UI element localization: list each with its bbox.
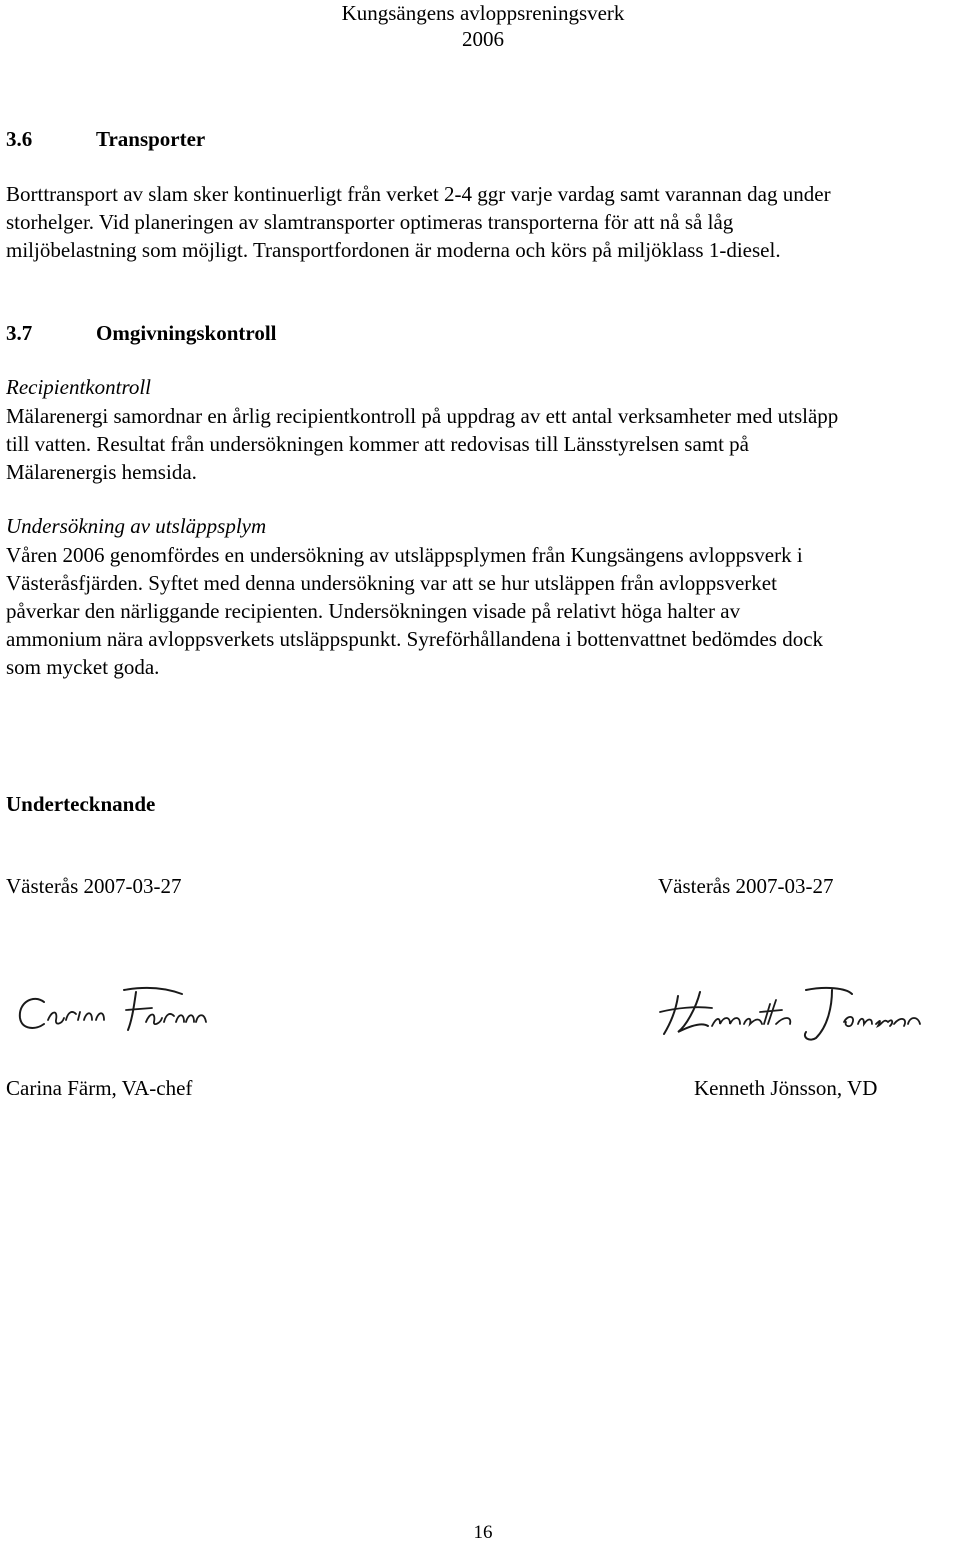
paragraph-line: Mälarenergis hemsida. (6, 460, 197, 484)
paragraph-line: till vatten. Resultat från undersökningen kommer att redovisas till Länsstyrelsen samt på (6, 432, 749, 456)
section-title: Transporter (96, 127, 206, 151)
paragraph-line: Borttransport av slam sker kontinuerligt från verket 2-4 ggr varje vardag samt varannan dag under (6, 182, 831, 206)
paragraph-line: Våren 2006 genomfördes en undersökning av utsläppsplymen från Kungsängens avloppsverk i (6, 543, 803, 567)
paragraph-line: påverkar den närliggande recipienten. Undersökningen visade på relativt höga halter av (6, 599, 741, 623)
paragraph-line: Mälarenergi samordnar en årlig recipientkontroll på uppdrag av ett antal verksamheter med utsläpp (6, 404, 839, 428)
paragraph-recipientkontroll (6, 402, 960, 486)
section-number: 3.6 (6, 127, 33, 151)
paragraph-transporter (6, 180, 960, 264)
left-place-date: Västerås 2007-03-27 (6, 874, 182, 898)
paragraph-line: ammonium nära avloppsverkets utsläppspunkt. Syreförhållandena i bottenvattnet bedömdes dock (6, 627, 824, 651)
subheading-utslappsplym: Undersökning av utsläppsplym (6, 514, 267, 538)
signature-kenneth-jonsson (656, 982, 928, 1046)
header-year: 2006 (462, 27, 504, 51)
left-signer-name: Carina Färm, VA-chef (6, 1076, 193, 1100)
paragraph-utslappsplym (6, 541, 960, 681)
running-header (0, 0, 960, 52)
section-heading-transporter (6, 126, 205, 152)
paragraph-line: Västeråsfjärden. Syftet med denna undersökning var att se hur utsläppen från avloppsverket (6, 571, 777, 595)
section-title: Omgivningskontroll (96, 321, 277, 345)
section-heading-omgivningskontroll (6, 320, 277, 346)
signature-carina-farm (6, 980, 230, 1044)
subheading-recipientkontroll: Recipientkontroll (6, 375, 152, 399)
page-number: 16 (473, 1522, 493, 1543)
paragraph-line: miljöbelastning som möjligt. Transportfordonen är moderna och körs på miljöklass 1-diesel. (6, 238, 781, 262)
header-title: Kungsängens avloppsreningsverk (341, 1, 625, 25)
signatures-heading: Undertecknande (6, 792, 156, 816)
paragraph-line: som mycket goda. (6, 655, 160, 679)
right-signer-name: Kenneth Jönsson, VD (694, 1076, 878, 1100)
right-place-date: Västerås 2007-03-27 (658, 874, 834, 898)
paragraph-line: storhelger. Vid planeringen av slamtransporter optimeras transporterna för att nå så låg (6, 210, 734, 234)
section-number: 3.7 (6, 321, 33, 345)
